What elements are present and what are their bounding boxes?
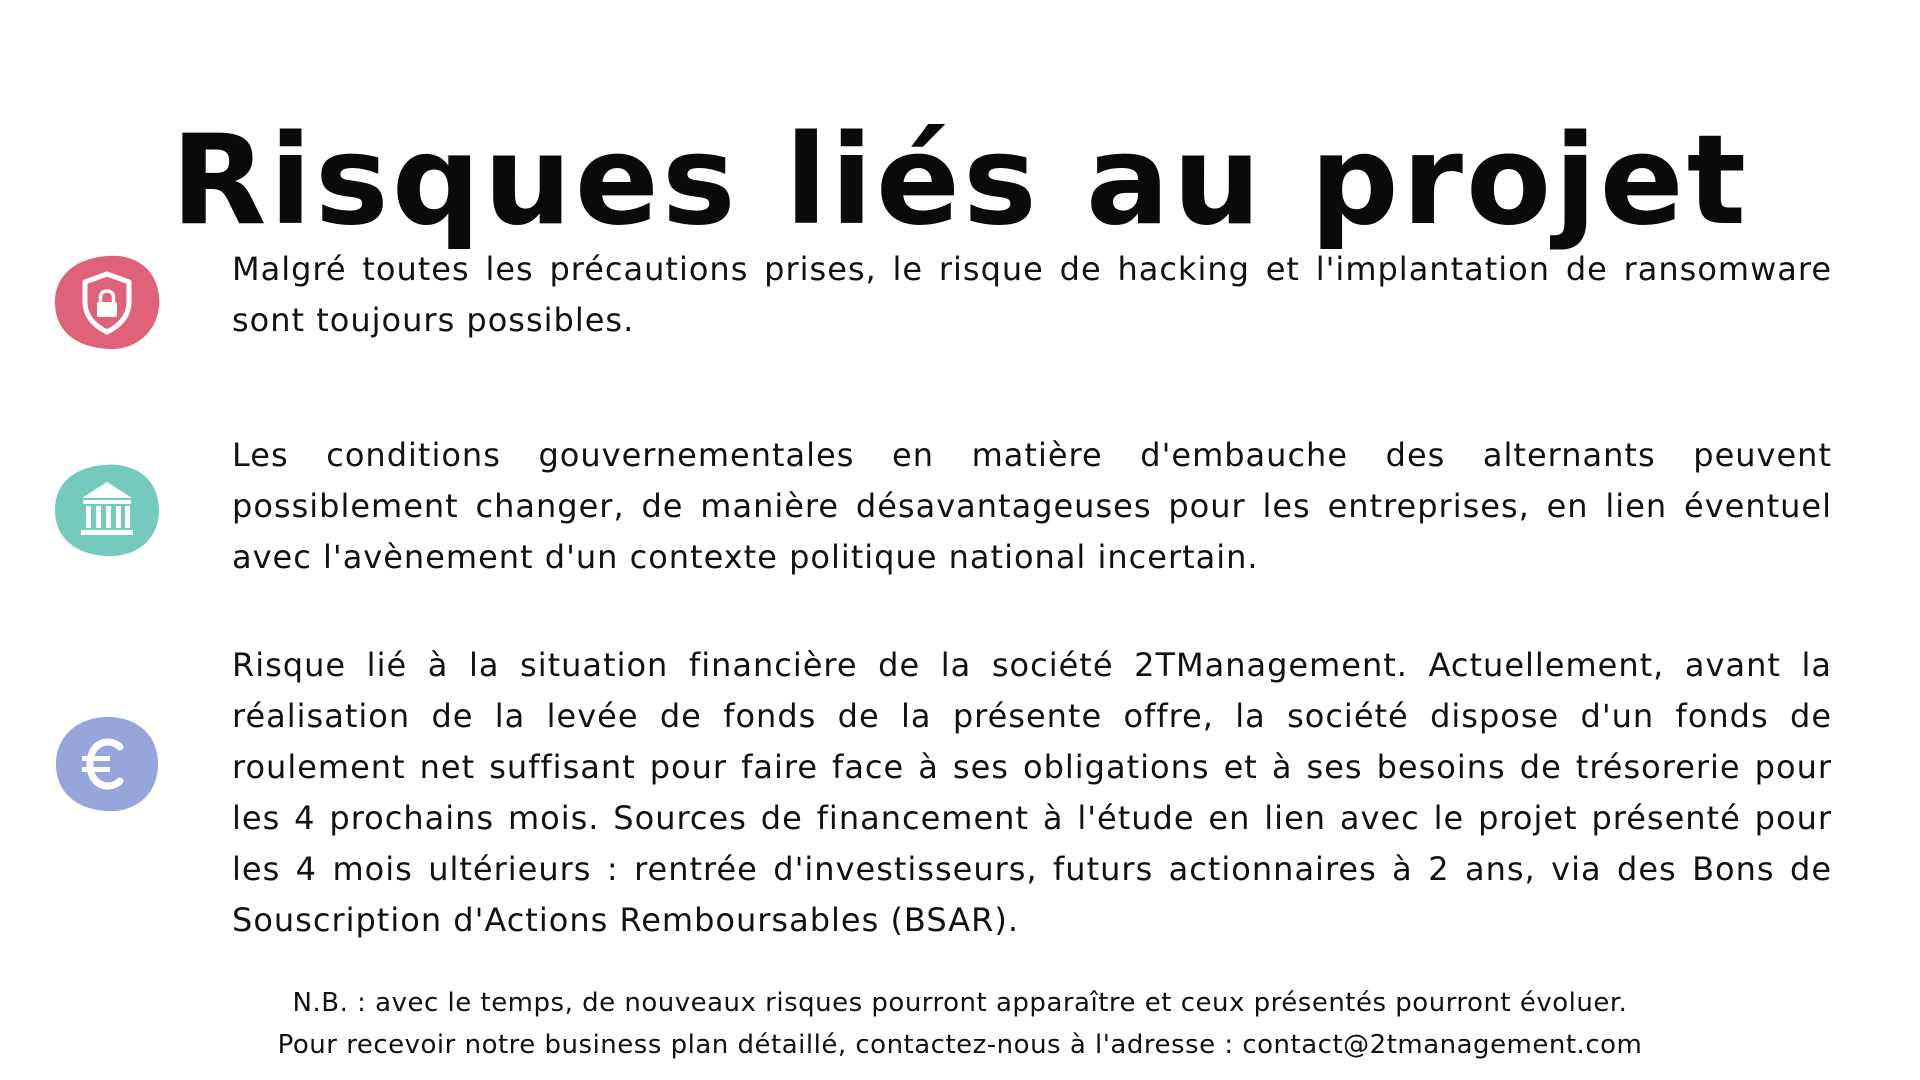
shield-lock-icon [52, 252, 162, 352]
bank-building-icon [52, 460, 162, 560]
footer-contact: Pour recevoir notre business plan détaillé, contactez-nous à l'adresse : contact@2tmanagement.com [277, 1030, 1643, 1060]
footer [0, 982, 1920, 1066]
page-title: Risques liés au projet [170, 109, 1750, 254]
footer-note: N.B. : avec le temps, de nouveaux risques pourront apparaître et ceux présentés pourront évoluer. [292, 988, 1628, 1018]
risk-text: Malgré toutes les précautions prises, le risque de hacking et l'implantation de ransomware sont toujours possibles. [232, 250, 1832, 339]
risk-text: Les conditions gouvernementales en matière d'embauche des alternants peuvent possiblement changer, de manière désavantageuses pour les entreprises, en lien éventuel avec l'avènement d'un contexte politique national incertain. [232, 436, 1832, 576]
risk-text: Risque lié à la situation financière de la société 2TManagement. Actuellement, avant la réalisation de la levée de fonds de la présente offre, la société dispose d'un fonds de roulement net suffisant pour faire face à ses obligations et à ses besoins de trésorerie pour les 4 prochains mois. Sources de financement à l'étude en lien avec le projet présenté pour les 4 mois ultérieurs : rentrée d'investisseurs, futurs actionnaires à 2 ans, via des Bons de Souscription d'Actions Remboursables (BSAR). [232, 646, 1832, 939]
euro-icon [52, 714, 162, 814]
